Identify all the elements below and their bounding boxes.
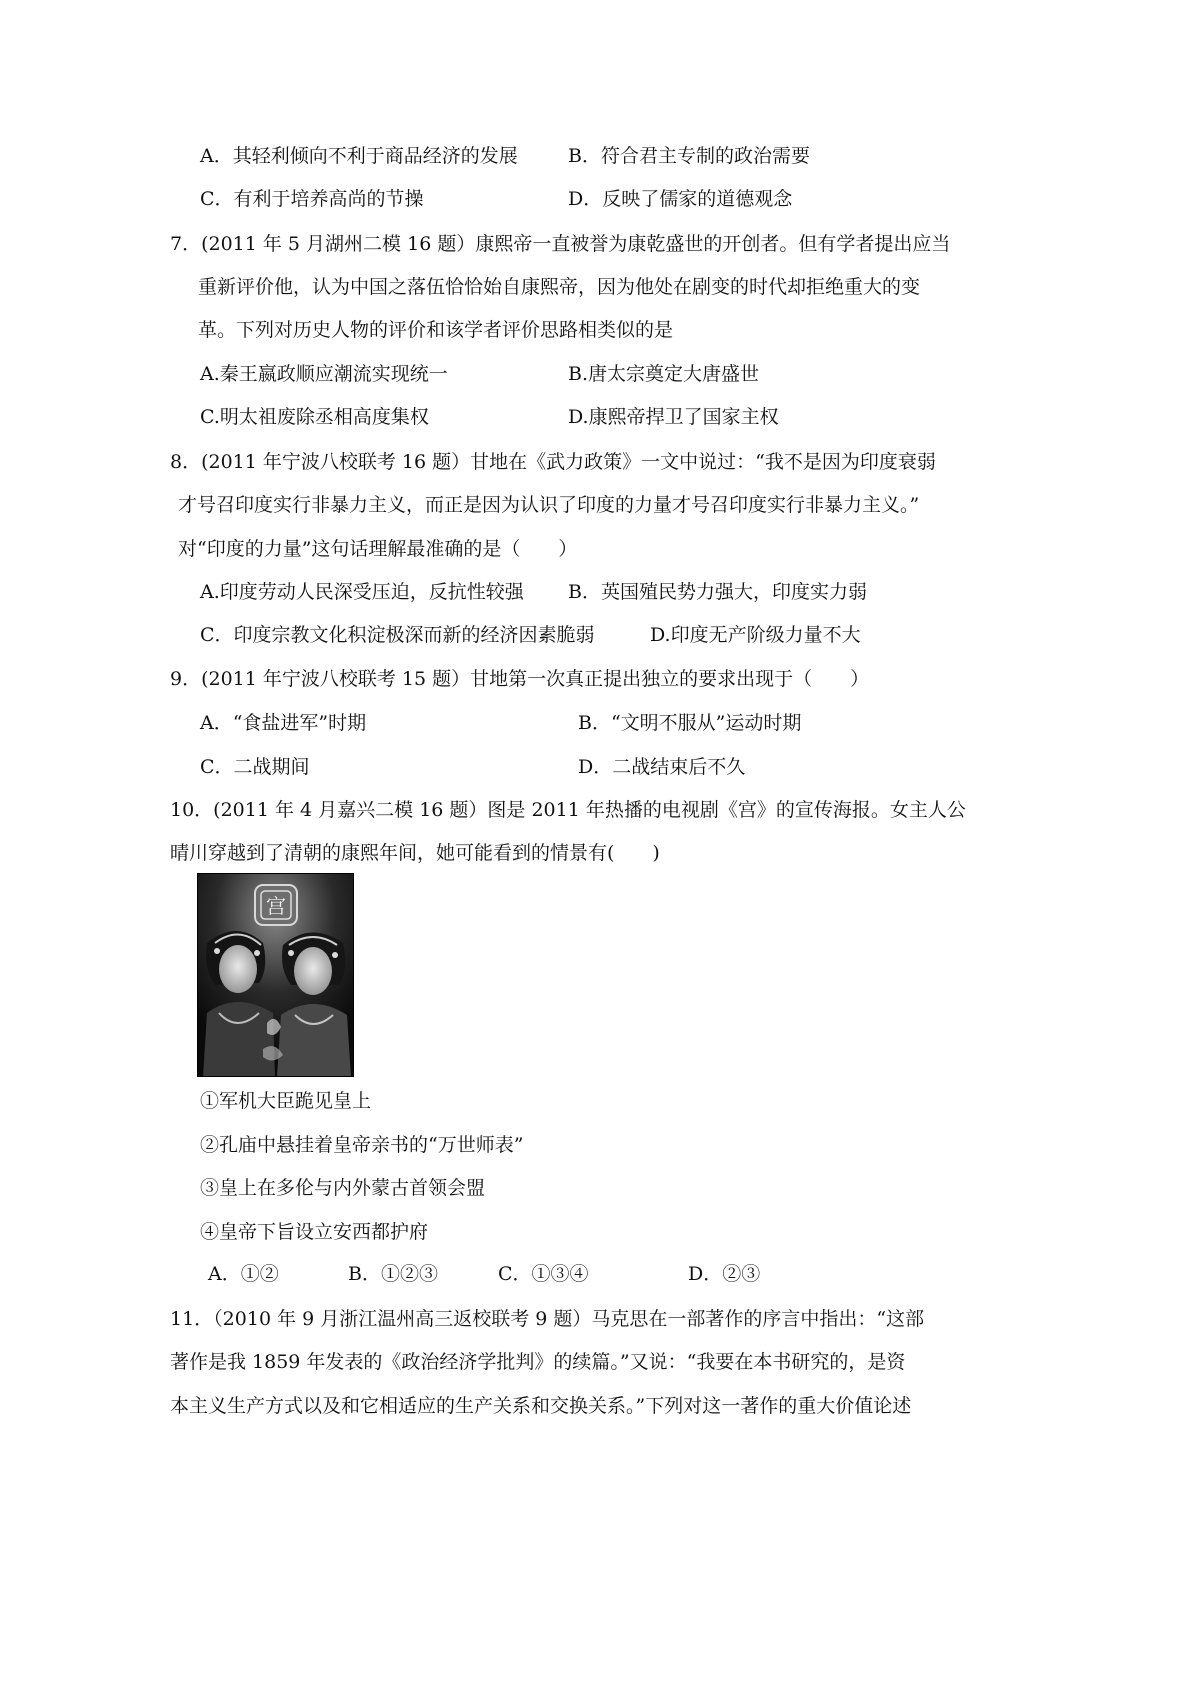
q10-choices: [200, 1265, 800, 1289]
poster-seal-character: 宫: [266, 894, 286, 918]
q7-option-b: B.唐太宗奠定大唐盛世: [568, 363, 760, 385]
q6-option-c: C．有利于培养高尚的节操: [200, 188, 424, 210]
q10-choice-c: C．①③④: [498, 1263, 589, 1285]
q11-stem-line-1: 11．（2010 年 9 月浙江温州高三返校联考 9 题）马克思在一部著作的序言中指出：“这部: [170, 1308, 925, 1330]
q10-stem-line-1: 10．(2011 年 4 月嘉兴二模 16 题）图是 2011 年热播的电视剧《宫》的宣传海报。女主人公: [170, 799, 966, 821]
q10-choice-b: B．①②③: [348, 1263, 438, 1285]
q6-option-d: D．反映了儒家的道德观念: [568, 188, 793, 210]
q6-option-a: A．其轻利倾向不利于商品经济的发展: [200, 145, 518, 167]
q7-stem-line-3: 革。下列对历史人物的评价和该学者评价思路相类似的是: [198, 319, 674, 341]
q6-option-b: B．符合君主专制的政治需要: [568, 145, 810, 167]
q8-option-c: C．印度宗教文化积淀极深而新的经济因素脆弱: [200, 624, 595, 646]
q10-statement-4: ④皇帝下旨设立安西都护府: [200, 1221, 429, 1243]
q9-option-b: B．“文明不服从”运动时期: [578, 712, 802, 734]
q10-statement-1: ①军机大臣跪见皇上: [200, 1090, 372, 1112]
q8-option-a: A.印度劳动人民深受压迫，反抗性较强: [200, 581, 524, 603]
q8-option-b: B．英国殖民势力强大，印度实力弱: [568, 581, 867, 603]
q7-stem-line-2: 重新评价他，认为中国之落伍恰恰始自康熙帝，因为他处在剧变的时代却拒绝重大的变: [198, 276, 921, 298]
q10-stem-line-2: 晴川穿越到了清朝的康熙年间，她可能看到的情景有( ): [170, 842, 660, 864]
q7-option-a: A.秦王嬴政顺应潮流实现统一: [200, 363, 448, 385]
q9-option-a: A．“食盐进军”时期: [200, 712, 367, 734]
q8-stem-line-1: 8．(2011 年宁波八校联考 16 题）甘地在《武力政策》一文中说过：“我不是因为印度衰弱: [170, 451, 936, 473]
q7-option-c: C.明太祖废除丞相高度集权: [200, 406, 429, 428]
q10-statement-3: ③皇上在多伦与内外蒙古首领会盟: [200, 1177, 486, 1199]
q10-statement-2: ②孔庙中悬挂着皇帝亲书的“万世师表”: [200, 1134, 524, 1156]
q10-choice-a: A．①②: [208, 1263, 279, 1285]
q8-stem-line-2: 才号召印度实行非暴力主义，而正是因为认识了印度的力量才号召印度实行非暴力主义。”: [178, 494, 920, 516]
tv-drama-poster-image: [197, 873, 354, 1077]
q11-stem-line-3: 本主义生产方式以及和它相适应的生产关系和交换关系。”下列对这一著作的重大价值论述: [170, 1395, 912, 1417]
q8-stem-line-3: 对“印度的力量”这句话理解最准确的是（ ）: [178, 538, 578, 560]
q8-option-d: D.印度无产阶级力量不大: [650, 624, 861, 646]
q7-option-d: D.康熙帝捍卫了国家主权: [568, 406, 779, 428]
q9-option-c: C．二战期间: [200, 756, 310, 778]
q7-stem-line-1: 7．(2011 年 5 月湖州二模 16 题）康熙帝一直被誉为康乾盛世的开创者。但有学者提出应当: [170, 233, 951, 255]
q9-option-d: D．二战结束后不久: [578, 756, 746, 778]
q10-choice-d: D．②③: [688, 1263, 761, 1285]
q9-stem-line-1: 9．(2011 年宁波八校联考 15 题）甘地第一次真正提出独立的要求出现于（ ）: [170, 668, 870, 690]
q11-stem-line-2: 著作是我 1859 年发表的《政治经济学批判》的续篇。”又说：“我要在本书研究的，是资: [170, 1351, 906, 1373]
